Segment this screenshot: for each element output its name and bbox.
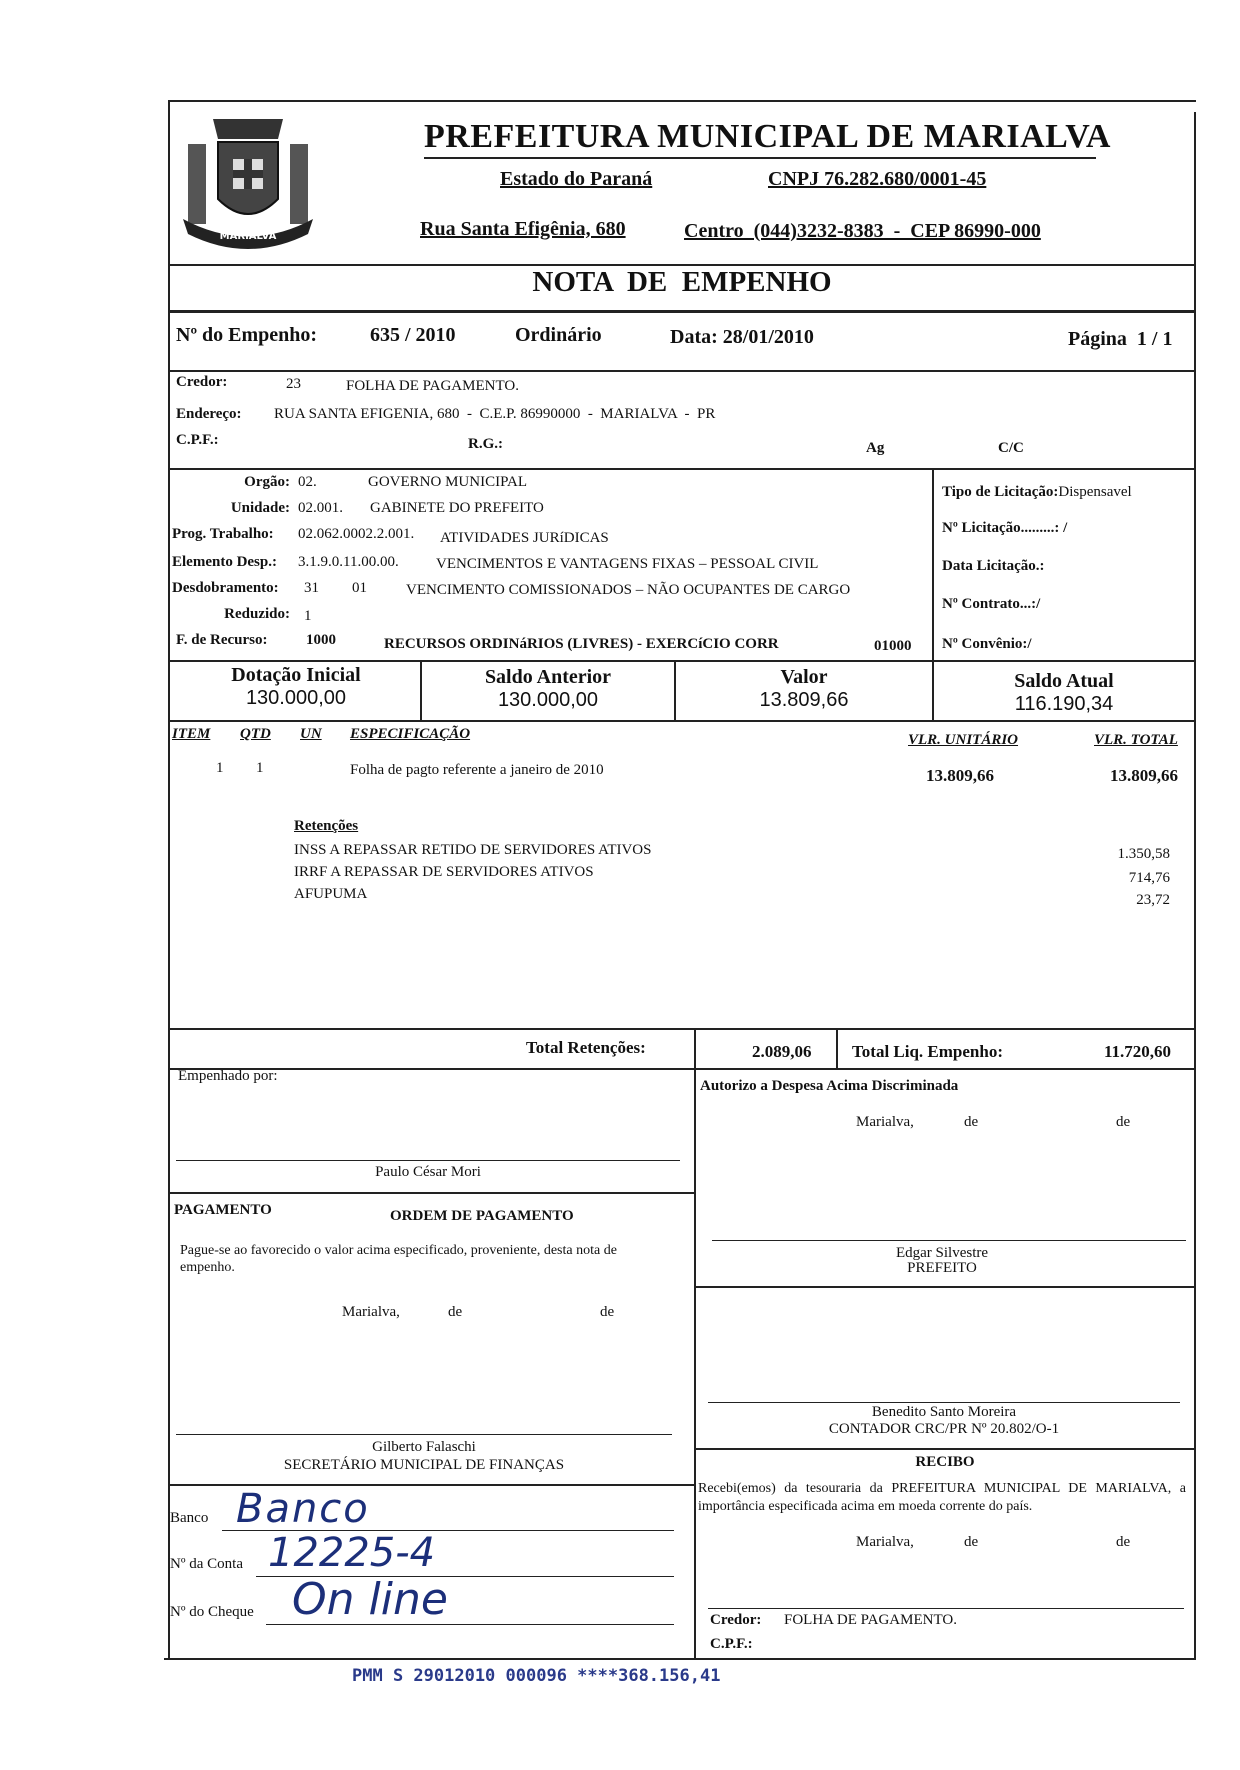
org-title: PREFEITURA MUNICIPAL DE MARIALVA [424, 118, 1111, 155]
total-retencoes-label: Total Retenções: [526, 1038, 646, 1057]
recurso-name: RECURSOS ORDINáRIOS (LIVRES) - EXERCíCIO CORR [384, 636, 779, 652]
orgao-name: GOVERNO MUNICIPAL [368, 474, 528, 490]
empenho-type: Ordinário [515, 324, 602, 346]
desdobramento-label: Desdobramento: [172, 580, 279, 596]
state-label: Estado do Paraná [500, 168, 653, 190]
unidade-code: 02.001. [298, 500, 343, 516]
col-vlr-unitario: VLR. UNITÁRIO [908, 732, 1019, 748]
divider [168, 310, 1194, 313]
frame-bottom [164, 1658, 1196, 1660]
credor-name: FOLHA DE PAGAMENTO. [346, 378, 519, 394]
doc-title: NOTA DE EMPENHO [532, 266, 832, 298]
banco-label: Banco [170, 1510, 209, 1526]
rg-label: R.G.: [468, 436, 503, 452]
frame-top [168, 100, 1196, 102]
convenio-numero: Nº Convênio:/ [942, 636, 1032, 652]
total-liquido-label: Total Liq. Empenho: [852, 1042, 1003, 1061]
col-item: ITEM [172, 726, 211, 742]
elemento-label: Elemento Desp.: [172, 554, 277, 570]
autorizo-de1: de [964, 1114, 979, 1130]
cnpj-label: CNPJ 76.282.680/0001-45 [768, 168, 987, 190]
recibo-cpf-label: C.P.F.: [710, 1636, 753, 1652]
pagamento-de2: de [600, 1304, 615, 1320]
address-label: Endereço: [176, 406, 242, 422]
title-underline [424, 157, 1096, 159]
retencoes-title: Retenções [294, 818, 359, 834]
empenho-number: 635 / 2010 [370, 324, 456, 346]
retencao-value: 23,72 [1136, 892, 1170, 908]
saldo-atual: Saldo Atual 116.190,34 [1014, 670, 1114, 715]
autorizo-label: Autorizo a Despesa Acima Discriminada [700, 1078, 959, 1094]
col-un: UN [300, 726, 322, 742]
item-number: 1 [216, 760, 224, 776]
recibo-text: Recebi(emos) da tesouraria da PREFEITURA MUNICIPAL DE MARIALVA, a importância especificada acima em moeda corrente do país. [698, 1481, 1186, 1514]
saldo-anterior: Saldo Anterior 130.000,00 [484, 666, 612, 711]
prog-name: ATIVIDADES JURíDICAS [440, 530, 609, 546]
signature-line [708, 1402, 1180, 1403]
svg-text:MARIALVA: MARIALVA [219, 231, 277, 242]
divider [168, 468, 1194, 470]
divider [694, 1286, 1194, 1288]
conta-label: Nº da Conta [170, 1556, 243, 1572]
ag-label: Ag [866, 440, 885, 456]
credor-code: 23 [286, 376, 301, 392]
total-liquido-value: 11.720,60 [1104, 1042, 1172, 1061]
contador-signature: Benedito Santo Moreira CONTADOR CRC/PR Nº 20.802/O-1 [828, 1404, 1060, 1437]
recibo-city: Marialva, [856, 1534, 914, 1550]
divider-vertical [932, 468, 934, 662]
unidade-label: Unidade: [230, 500, 290, 516]
divider-vertical [694, 1028, 696, 1068]
pagamento-city: Marialva, [342, 1304, 400, 1320]
recurso-code: 1000 [306, 632, 336, 648]
desdobramento-code1: 31 [304, 580, 319, 596]
conta-handwritten: 12225-4 [268, 1530, 436, 1576]
cpf-label: C.P.F.: [176, 432, 219, 448]
divider [168, 1068, 1194, 1070]
page-number: Página 1 / 1 [1068, 328, 1173, 350]
recibo-de2: de [1116, 1534, 1131, 1550]
secretario-signature: Gilberto Falaschi SECRETÁRIO MUNICIPAL DE FINANÇAS [283, 1439, 565, 1473]
licitacao-tipo: Tipo de Licitação:Dispensavel [942, 484, 1132, 500]
banco-handwritten: Banco [236, 1486, 370, 1532]
col-vlr-total: VLR. TOTAL [1094, 732, 1178, 748]
desdobramento-code2: 01 [352, 580, 367, 596]
recibo-title: RECIBO [915, 1454, 975, 1470]
ordem-pagamento-label: ORDEM DE PAGAMENTO [390, 1208, 574, 1224]
orgao-label: Orgão: [244, 474, 290, 490]
elemento-name: VENCIMENTOS E VANTAGENS FIXAS – PESSOAL CIVIL [436, 556, 819, 572]
divider [168, 1028, 1194, 1030]
credor-address: RUA SANTA EFIGENIA, 680 - C.E.P. 86990000 - MARIALVA - PR [274, 406, 716, 422]
signature-line [176, 1434, 672, 1435]
empenho-date: Data: 28/01/2010 [670, 326, 814, 348]
recurso-label: F. de Recurso: [176, 632, 268, 648]
coat-of-arms-logo [178, 104, 318, 254]
reduzido-value: 1 [304, 608, 312, 624]
desdobramento-name: VENCIMENTO COMISSIONADOS – NÃO OCUPANTES DE CARGO [406, 582, 851, 598]
empenho-number-label: Nº do Empenho: [176, 324, 318, 346]
recibo-de1: de [964, 1534, 979, 1550]
item-vlr-total: 13.809,66 [1110, 766, 1178, 785]
retencao-desc: AFUPUMA [294, 886, 368, 902]
recurso-code2: 01000 [874, 638, 912, 654]
signature-line [708, 1608, 1184, 1609]
licitacao-data: Data Licitação.: [942, 558, 1045, 574]
orgao-code: 02. [298, 474, 317, 490]
mechanical-stamp: PMM S 29012010 000096 ****368.156,41 [352, 1666, 721, 1686]
street-label: Rua Santa Efigênia, 680 [420, 218, 626, 240]
cheque-handwritten: On line [292, 1574, 448, 1625]
elemento-code: 3.1.9.0.11.00.00. [298, 554, 399, 570]
address-rest: Centro (044)3232-8383 - CEP 86990-000 [684, 220, 1041, 242]
cc-label: C/C [998, 440, 1024, 456]
retencao-desc: IRRF A REPASSAR DE SERVIDORES ATIVOS [294, 864, 594, 880]
item-desc: Folha de pagto referente a janeiro de 2010 [350, 762, 604, 778]
divider [168, 660, 1194, 662]
unidade-name: GABINETE DO PREFEITO [370, 500, 544, 516]
empenhado-name: Paulo César Mori [375, 1164, 481, 1180]
empenhado-label: Empenhado por: [178, 1068, 278, 1084]
prefeito-signature: Edgar Silvestre PREFEITO [895, 1245, 989, 1276]
recibo-credor-name: FOLHA DE PAGAMENTO. [784, 1612, 957, 1628]
autorizo-de2: de [1116, 1114, 1131, 1130]
pagamento-text: Pague-se ao favorecido o valor acima especificado, proveniente, desta nota de empenho. [180, 1243, 617, 1275]
retencao-desc: INSS A REPASSAR RETIDO DE SERVIDORES ATIVOS [294, 842, 652, 858]
item-vlr-unitario: 13.809,66 [926, 766, 994, 785]
divider [168, 370, 1194, 372]
prog-label: Prog. Trabalho: [172, 526, 274, 542]
reduzido-label: Reduzido: [224, 606, 290, 622]
retencao-value: 1.350,58 [1117, 846, 1170, 862]
frame-right [1194, 112, 1196, 1660]
divider [168, 1192, 694, 1194]
item-qtd: 1 [256, 760, 264, 776]
col-qtd: QTD [240, 726, 271, 742]
divider-vertical [836, 1028, 838, 1068]
retencao-value: 714,76 [1128, 870, 1170, 886]
credor-label: Credor: [176, 374, 228, 390]
saldo-dotacao: Dotação Inicial 130.000,00 [231, 664, 361, 709]
divider [168, 720, 1194, 722]
frame-left [168, 100, 170, 1660]
col-especificacao: ESPECIFICAÇÃO [350, 726, 471, 742]
recibo-credor-label: Credor: [710, 1612, 762, 1628]
autorizo-city: Marialva, [856, 1114, 914, 1130]
cheque-label: Nº do Cheque [170, 1604, 254, 1620]
valor: Valor 13.809,66 [759, 666, 849, 711]
divider-vertical [694, 1068, 696, 1660]
licitacao-numero: Nº Licitação.........: / [942, 520, 1068, 536]
pagamento-de1: de [448, 1304, 463, 1320]
prog-code: 02.062.0002.2.001. [298, 526, 415, 542]
total-retencoes-value: 2.089,06 [752, 1042, 812, 1061]
signature-line [712, 1240, 1186, 1241]
divider [694, 1448, 1194, 1450]
signature-line [176, 1160, 680, 1161]
contrato-numero: Nº Contrato...:/ [942, 596, 1041, 612]
pagamento-label: PAGAMENTO [174, 1202, 272, 1218]
